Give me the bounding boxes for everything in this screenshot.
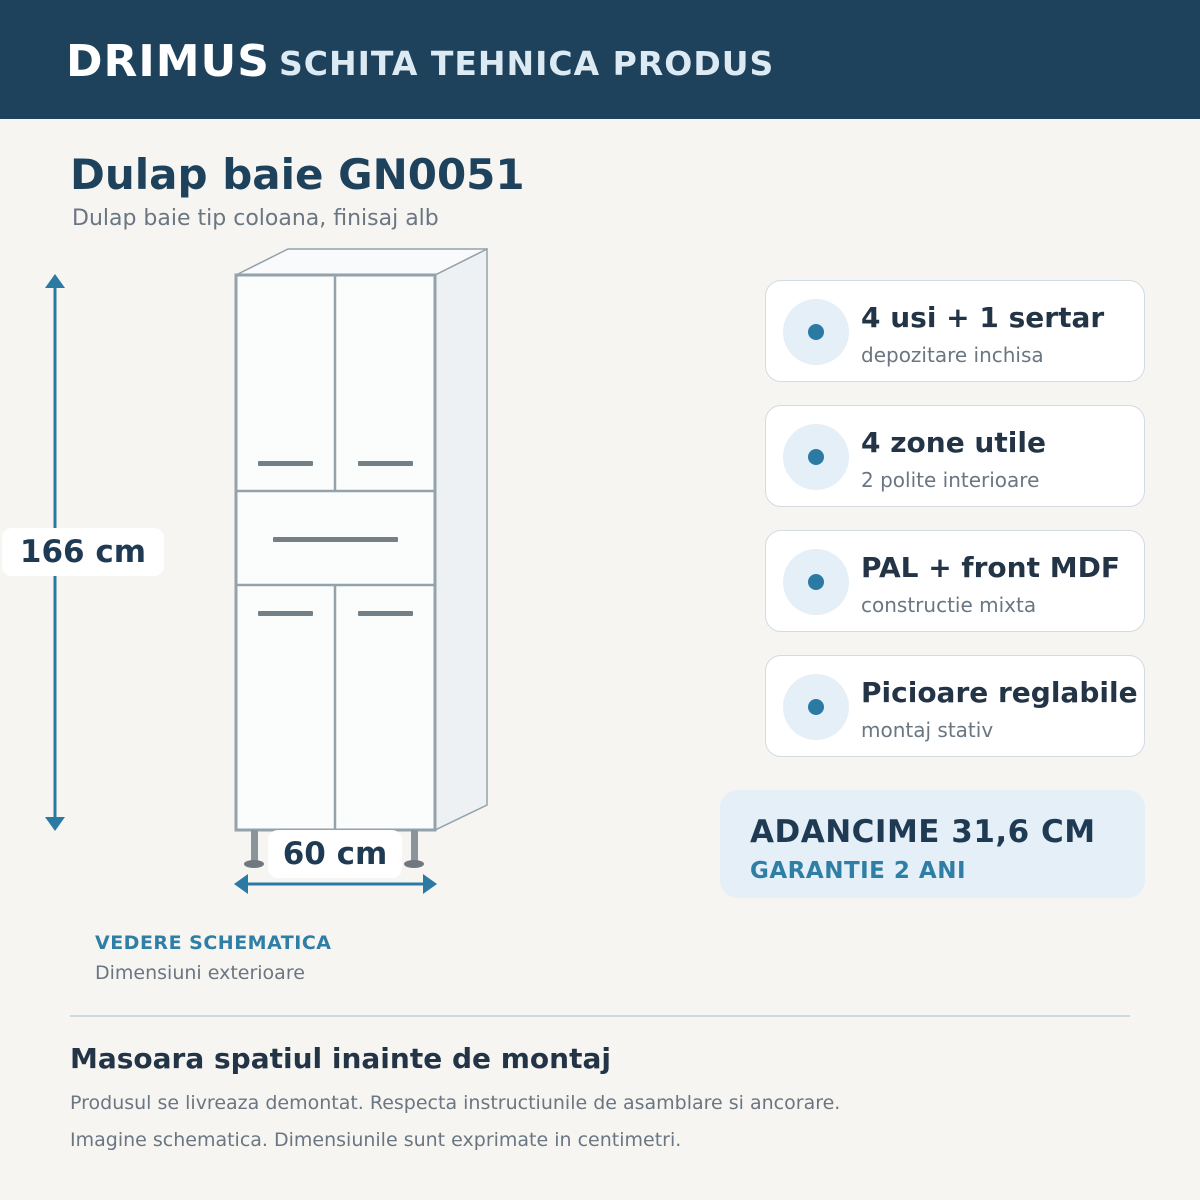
- height-label: 166 cm: [2, 528, 164, 576]
- handle-upper-left: [258, 461, 313, 466]
- product-subtitle: Dulap baie tip coloana, finisaj alb: [72, 206, 439, 231]
- bullet-icon: [783, 549, 849, 615]
- bullet-icon: [783, 299, 849, 365]
- feature-subtitle: montaj stativ: [861, 718, 994, 742]
- feature-card-storage: [765, 280, 1145, 382]
- feature-title: 4 zone utile: [861, 426, 1046, 459]
- feature-subtitle: 2 polite interioare: [861, 468, 1040, 492]
- handle-lower-left: [258, 611, 313, 616]
- handle-drawer: [273, 537, 398, 542]
- cabinet-side-panel: [435, 249, 487, 830]
- depth-info-box: [720, 790, 1145, 898]
- feature-subtitle: depozitare inchisa: [861, 343, 1044, 367]
- view-label: VEDERE SCHEMATICA: [95, 932, 332, 954]
- footer-divider: [70, 1015, 1130, 1017]
- bullet-icon: [783, 424, 849, 490]
- warranty-label: GARANTIE 2 ANI: [750, 858, 967, 884]
- handle-lower-right: [358, 611, 413, 616]
- product-title: Dulap baie GN0051: [70, 150, 525, 199]
- footer-note-schematic: Imagine schematica. Dimensiunile sunt exprimate in centimetri.: [70, 1129, 682, 1151]
- view-sublabel: Dimensiuni exterioare: [95, 962, 305, 984]
- feature-card-material: [765, 530, 1145, 632]
- feature-card-zones: [765, 405, 1145, 507]
- feature-card-legs: [765, 655, 1145, 757]
- feature-title: 4 usi + 1 sertar: [861, 301, 1105, 334]
- footer-title: Masoara spatiul inainte de montaj: [70, 1042, 611, 1075]
- adjustable-leg-left: [244, 830, 264, 868]
- bullet-icon: [783, 674, 849, 740]
- footer-note-assembly: Produsul se livreaza demontat. Respecta instructiunile de asamblare si ancorare.: [70, 1092, 841, 1114]
- cabinet-schematic: [0, 240, 520, 920]
- header-bar: [0, 0, 1200, 119]
- width-label: 60 cm: [268, 830, 402, 878]
- feature-subtitle: constructie mixta: [861, 593, 1037, 617]
- feature-title: Picioare reglabile: [861, 676, 1138, 709]
- handle-upper-right: [358, 461, 413, 466]
- header-title: SCHITA TEHNICA PRODUS: [279, 44, 775, 83]
- adjustable-leg-right: [404, 830, 424, 868]
- brand-logo: DRIMUS: [66, 36, 270, 87]
- feature-title: PAL + front MDF: [861, 551, 1120, 584]
- depth-title: ADANCIME 31,6 CM: [750, 814, 1096, 850]
